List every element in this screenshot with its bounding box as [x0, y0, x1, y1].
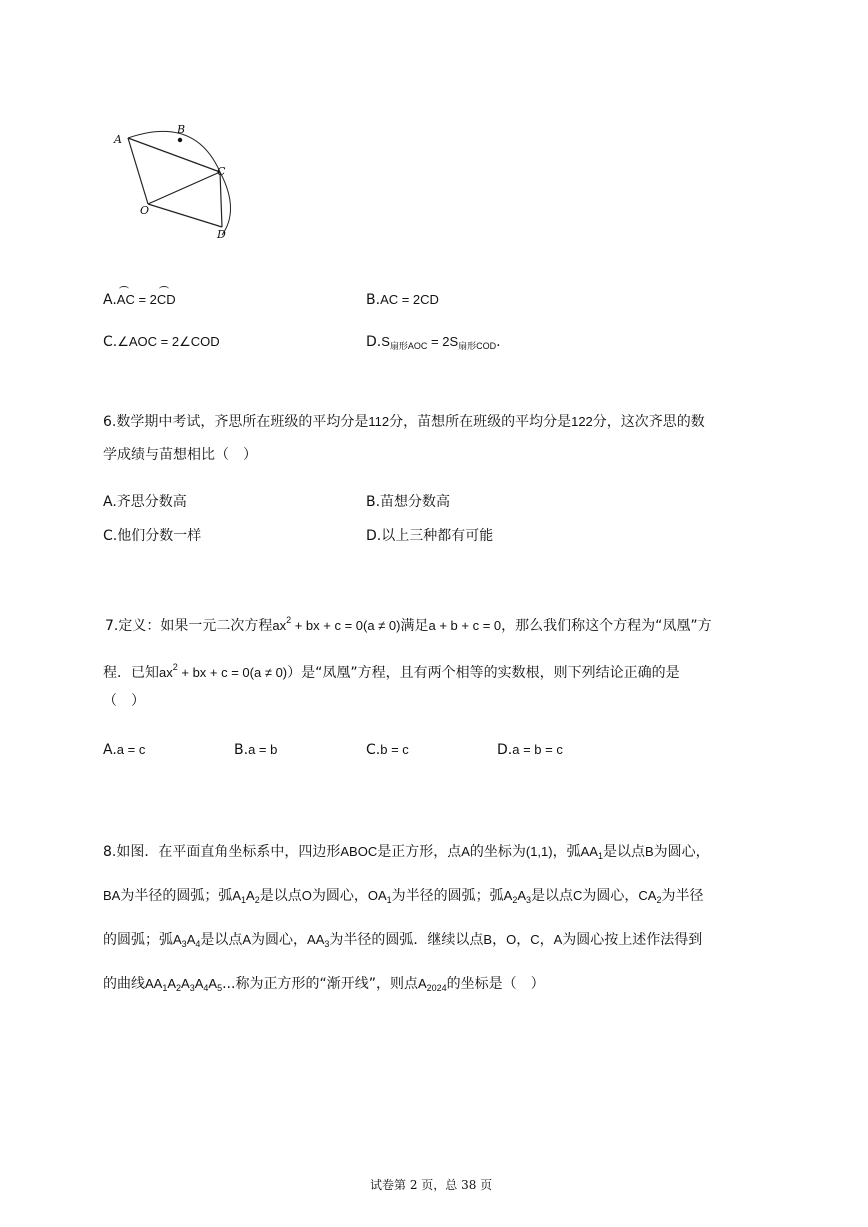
segment-cd — [220, 172, 222, 227]
q8-line3 — [103, 931, 773, 953]
option-letter: D. — [366, 334, 382, 350]
q7-option-a — [103, 742, 145, 758]
label-c: C — [217, 165, 226, 178]
segment-oc — [148, 172, 220, 204]
var: AA — [580, 844, 598, 859]
var: AA — [307, 932, 325, 947]
text: 为圆心， — [582, 888, 639, 904]
option-value: a = b = c — [512, 742, 563, 757]
var: A — [173, 932, 182, 947]
var: B — [644, 844, 654, 859]
comma: ， — [539, 932, 554, 948]
var: OA — [367, 888, 387, 903]
var: A — [186, 932, 196, 947]
var: A — [417, 976, 427, 991]
option-letter: D. — [497, 742, 513, 758]
number: 112 — [368, 414, 390, 429]
subscript: 2 — [512, 895, 518, 905]
q8-line1 — [103, 843, 773, 865]
segment-od — [148, 204, 222, 227]
option-text: ∠AOC = 2∠COD — [117, 334, 220, 349]
text: 为半径 — [661, 888, 704, 904]
q7-line2 — [103, 658, 773, 682]
var: A — [208, 976, 218, 991]
coord: (1,1) — [525, 844, 553, 859]
arc-cd: CD — [156, 292, 176, 307]
geometry-figure — [110, 120, 245, 245]
comma: ， — [492, 932, 507, 948]
var: A — [503, 888, 513, 903]
eq: + bx + c = 0(a ≠ 0) — [177, 665, 288, 680]
subscript: 3 — [324, 939, 330, 949]
q7-line3: （ ） — [103, 693, 145, 709]
text: 分，苗想所在班级的平均分是 — [389, 414, 572, 430]
subscript: 3 — [189, 983, 195, 993]
text: 为半径的圆弧；弧 — [120, 888, 233, 904]
option-value: a = b — [248, 742, 278, 757]
superscript: 2 — [286, 615, 292, 625]
text: 的圆弧；弧 — [103, 932, 173, 948]
var: A — [242, 932, 252, 947]
q6-option-b: B.苗想分数高 — [366, 494, 451, 510]
text: 为圆心按上述作法得到 — [562, 932, 703, 948]
number: 122 — [571, 414, 593, 429]
eq: a + b + c = 0 — [428, 618, 502, 633]
text: ，弧 — [552, 844, 581, 860]
subscript: 4 — [195, 939, 201, 949]
text: ）是“凤凰”方程，且有两个相等的实数根，则下列结论正确的是 — [287, 665, 680, 681]
segment-oa — [128, 138, 148, 204]
subscript: 扇形COD — [458, 341, 497, 351]
subscript: 3 — [526, 895, 532, 905]
q8-line2 — [103, 887, 773, 909]
option-letter: A. — [103, 742, 117, 758]
text: ...称为正方形的“渐开线”，则点 — [222, 976, 418, 992]
option-letter: B. — [366, 292, 381, 308]
text: 为圆心， — [311, 888, 368, 904]
var: A — [194, 976, 204, 991]
text: 是以点 — [200, 932, 243, 948]
text: 的坐标为 — [469, 844, 526, 860]
text: 程．已知 — [103, 665, 159, 681]
label-a: A — [114, 133, 122, 146]
var: O — [506, 932, 517, 947]
option-letter: B. — [234, 742, 249, 758]
subscript: 2 — [254, 895, 260, 905]
text: 为半径的圆弧．继续以点 — [329, 932, 484, 948]
q7-line1 — [105, 611, 775, 635]
option-letter: C. — [103, 334, 118, 350]
subscript: 2 — [656, 895, 662, 905]
option-value: a = c — [116, 742, 146, 757]
subscript: 5 — [217, 983, 223, 993]
page-footer: 试卷第 2 页，总 38 页 — [370, 1178, 493, 1192]
var: ABOC — [340, 844, 378, 859]
comma: ， — [516, 932, 531, 948]
q7-option-d — [497, 742, 563, 758]
point-b — [178, 138, 182, 142]
text: 满足 — [400, 618, 429, 634]
subscript: 1 — [241, 895, 247, 905]
text: 为半径的圆弧；弧 — [391, 888, 504, 904]
text: ，那么我们称这个方程为“凤凰”方 — [501, 618, 712, 634]
text: 为圆心， — [653, 844, 710, 860]
text: 是以点 — [531, 888, 574, 904]
segment-ac — [128, 138, 220, 172]
q6-option-d: D.以上三种都有可能 — [366, 528, 494, 544]
area-s: S — [381, 334, 390, 349]
var: C — [573, 888, 583, 903]
var: A — [461, 844, 470, 859]
period: . — [496, 334, 501, 350]
var: A — [167, 976, 177, 991]
subscript: 扇形AOC — [389, 341, 428, 351]
q6-stem-line2: 学成绩与苗想相比（ ） — [103, 447, 257, 463]
eq: ax — [272, 618, 287, 633]
subscript: 4 — [203, 983, 209, 993]
var: A — [553, 932, 563, 947]
superscript: 2 — [172, 662, 178, 672]
var: C — [530, 932, 540, 947]
var: A — [246, 888, 255, 903]
text: 是正方形，点 — [377, 844, 462, 860]
option-letter: A. — [103, 292, 117, 308]
text: 的坐标是（ ） — [446, 976, 545, 992]
eq: + bx + c = 0(a ≠ 0) — [291, 618, 401, 633]
q5-option-b — [366, 292, 439, 308]
subscript: 3 — [181, 939, 187, 949]
label-b: B — [177, 123, 186, 136]
var: AA — [145, 976, 163, 991]
text: 的曲线 — [103, 976, 145, 992]
text: 为圆心， — [251, 932, 308, 948]
label-o: O — [140, 204, 150, 217]
equals-2: = 2 — [134, 292, 157, 307]
q8-line4 — [103, 975, 773, 997]
var: BA — [103, 888, 121, 903]
option-text: AC = 2CD — [380, 292, 439, 307]
q6-option-a: A.齐思分数高 — [103, 494, 187, 510]
q6-option-c: C.他们分数一样 — [103, 528, 202, 544]
text: 8.如图．在平面直角坐标系中，四边形 — [103, 844, 341, 860]
eq: ax — [159, 665, 173, 680]
var: B — [483, 932, 493, 947]
option-value: b = c — [380, 742, 409, 757]
var: O — [301, 888, 312, 903]
arc-ac: AC — [116, 292, 135, 307]
equals: = 2S — [427, 334, 459, 349]
var: A — [517, 888, 527, 903]
q5-option-c — [103, 334, 220, 350]
text: 6.数学期中考试，齐思所在班级的平均分是 — [103, 414, 369, 430]
var: A — [181, 976, 190, 991]
q5-option-d — [366, 334, 501, 352]
arc-ad — [128, 131, 231, 235]
text: 是以点 — [602, 844, 645, 860]
q7-option-b — [234, 742, 277, 758]
option-letter: C. — [366, 742, 381, 758]
subscript: 1 — [162, 983, 168, 993]
subscript: 1 — [386, 895, 392, 905]
text: 7.定义：如果一元二次方程 — [105, 618, 273, 634]
var: CA — [638, 888, 657, 903]
q6-stem — [103, 413, 773, 431]
q5-option-a — [103, 292, 176, 308]
var: A — [232, 888, 242, 903]
subscript: 1 — [597, 851, 603, 861]
text: 分，这次齐思的数 — [592, 414, 705, 430]
subscript: 2 — [176, 983, 182, 993]
label-d: D — [217, 228, 226, 241]
text: 是以点 — [259, 888, 302, 904]
subscript: 2024 — [426, 983, 447, 993]
q7-option-c — [366, 742, 409, 758]
